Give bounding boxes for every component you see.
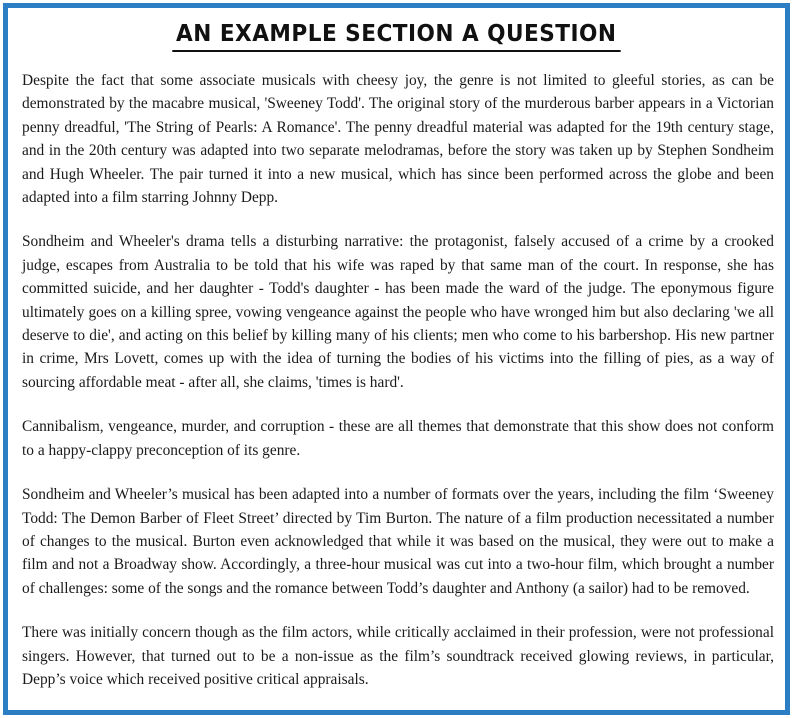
paragraph-4: Sondheim and Wheeler’s musical has been adapted into a number of formats over the years, including the film ‘Sweeney Todd: The Demon Barber of Fleet Street’ directed by Tim Burton. The nature of a film production necessitated a number of changes to the musical. Burton even acknowledged that while it was based on the musical, they were out to make a film and not a Broadway show. Accordingly, a three-hour musical was cut into a two-hour film, which brought a number of challenges: some of the songs and the romance between Todd’s daughter and Anthony (a sailor) had to be removed.: [22, 486, 774, 597]
paragraph-2: Sondheim and Wheeler's drama tells a disturbing narrative: the protagonist, falsely accused of a crime by a crooked judge, escapes from Australia to be told that his wife was raped by that same man of the court. In response, she has committed suicide, and her daughter - Todd's daughter - has been made the ward of the judge. The eponymous figure ultimately goes on a killing spree, vowing vengeance against the people who have wronged him but also declaring 'we all deserve to die', and acting on this belief by killing many of his clients; men who come to his barbershop. His new partner in crime, Mrs Lovett, comes up with the idea of turning the bodies of his victims into the filling of pies, as a way of sourcing affordable meat - after all, she claims, 'times is hard'.: [22, 233, 774, 391]
paragraph-1: Despite the fact that some associate musicals with cheesy joy, the genre is not limited to gleeful stories, as can be demonstrated by the macabre musical, 'Sweeney Todd'. The original story of the murderous barber appears in a Victorian penny dreadful, 'The String of Pearls: A Romance'. The penny dreadful material was adapted for the 19th century stage, and in the 20th century was adapted into two separate melodramas, before the story was taken up by Stephen Sondheim and Hugh Wheeler. The pair turned it into a new musical, which has since been performed across the globe and been adapted into a film starring Johnny Depp.: [22, 72, 774, 207]
paragraph-5: There was initially concern though as the film actors, while critically acclaimed in their profession, were not professional singers. However, that turned out to be a non-issue as the film’s soundtrack received glowing reviews, in particular, Depp’s voice which received positive critical appraisals.: [22, 624, 774, 688]
paragraph-3: Cannibalism, vengeance, murder, and corruption - these are all themes that demonstrate that this show does not conform to a happy-clappy preconception of its genre.: [22, 418, 774, 459]
document-frame: [3, 3, 790, 715]
page-title: AN EXAMPLE SECTION A QUESTION: [173, 20, 621, 52]
document-body: [22, 69, 774, 712]
title-container: [8, 20, 785, 52]
